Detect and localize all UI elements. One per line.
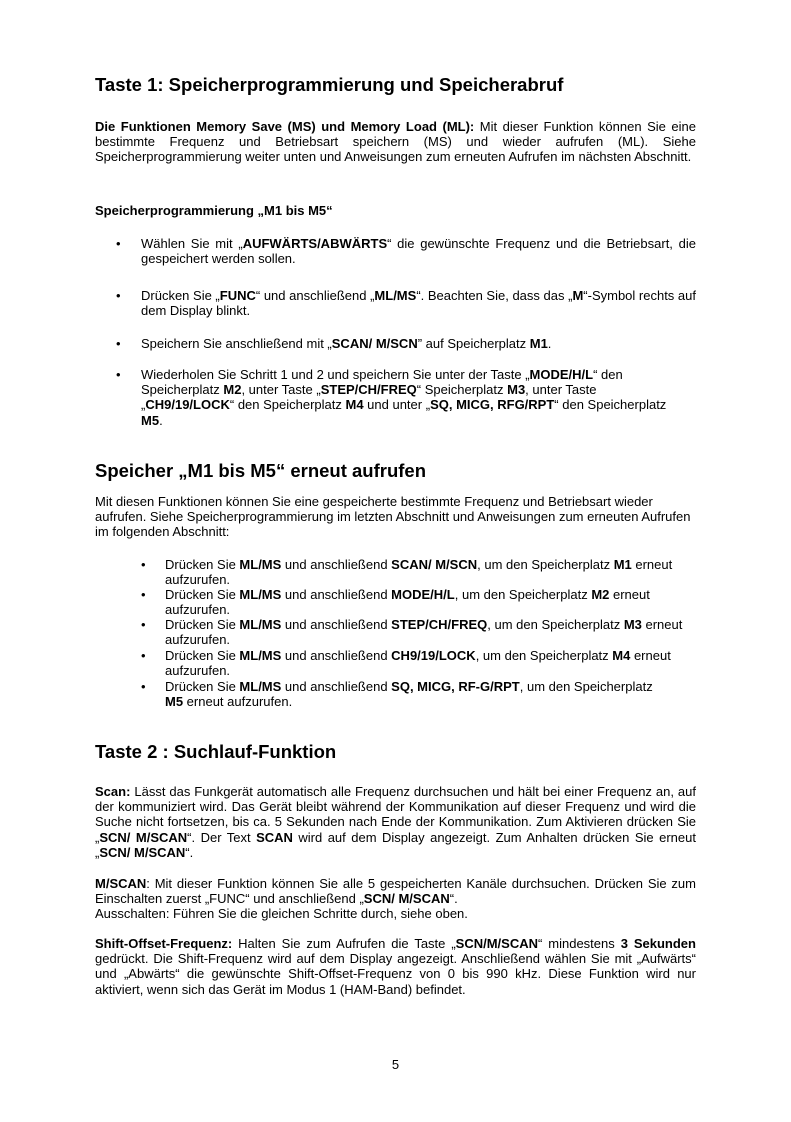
bold-term: ML/MS — [239, 557, 282, 572]
bold-term: AUFWÄRTS/ABWÄRTS — [242, 236, 388, 251]
bold-term: 3 Sekunden — [620, 936, 696, 951]
bullet: • — [116, 336, 121, 351]
bold-term: SCN/ M/SCAN — [363, 891, 450, 907]
bold-term: M5 — [165, 694, 184, 710]
heading-taste-2: Taste 2 : Suchlauf-Funktion — [95, 741, 337, 762]
bold-term: SQ, MICG, RF-G/RPT — [391, 679, 520, 694]
bold-term: M3 — [507, 382, 526, 398]
step-item: Speichern Sie anschließend mit „SCAN/ M/SCN” auf Speicherplatz M1. — [141, 336, 552, 351]
bold-term: Scan: — [95, 784, 131, 799]
bold-term: SCN/ M/SCAN — [99, 844, 186, 860]
bold-term: SCAN/ M/SCN — [391, 557, 478, 572]
heading-taste-1: Taste 1: Speicherprogrammierung und Speicherabruf — [95, 74, 564, 95]
bullet: • — [141, 679, 146, 694]
recall-item: Drücken Sie ML/MS und anschließend CH9/19/LOCK, um den Speicherplatz M4 erneut aufzurufen. — [165, 648, 671, 679]
shift-offset-paragraph: Shift-Offset-Frequenz: Halten Sie zum Aufrufen die Taste „SCN/M/SCAN“ mindestens 3 Sekunden gedrückt. Die Shift-Frequenz wird auf dem Display angezeigt. Anschließend wählen Sie mit „Aufwärts“ und „Abwärts“ die gewünschte Shift-Offset-Frequenz von 0 bis 990 kHz. Diese Funktion wird nur aktiviert, wenn sich das Gerät im Modus 1 (HAM-Band) befindet. — [95, 936, 696, 997]
bold-term: ML/MS — [239, 587, 282, 602]
recall-item: Drücken Sie ML/MS und anschließend STEP/CH/FREQ, um den Speicherplatz M3 erneut aufzurufen. — [165, 617, 683, 648]
bullet: • — [116, 236, 121, 251]
mscan-paragraph: M/SCAN: Mit dieser Funktion können Sie alle 5 gespeicherten Kanäle durchsuchen. Drücken Sie zum Einschalten zuerst „FUNC“ und anschließend „SCN/ M/SCAN“. Ausschalten: Führen Sie die gleichen Schritte durch, siehe oben. — [95, 876, 696, 922]
bold-term: ML/MS — [239, 648, 282, 663]
step-item: Wiederholen Sie Schritt 1 und 2 und speichern Sie unter der Taste „MODE/H/L“ den Speicherplatz M2, unter Taste „STEP/CH/FREQ“ Speicherplatz M3, unter Taste „CH9/19/LOCK“ den Speicherplatz M4 und unter „SQ, MICG, RFG/RPT“ den Speicherplatz M5. — [141, 367, 667, 428]
recall-item: Drücken Sie ML/MS und anschließend SQ, MICG, RF-G/RPT, um den Speicherplatz M5 erneut aufzurufen. — [165, 679, 653, 710]
page-number: 5 — [391, 1057, 400, 1072]
heading-recall: Speicher „M1 bis M5“ erneut aufrufen — [95, 460, 427, 481]
bold-term: ML/MS — [374, 288, 417, 303]
recall-intro: Mit diesen Funktionen können Sie eine gespeicherte bestimmte Frequenz und Betriebsart wieder aufrufen. Siehe Speicherprogrammierung im letzten Abschnitt und Anweisungen zum erneuten Aufrufen im folgenden Abschnitt: — [95, 494, 691, 540]
bullet: • — [141, 617, 146, 632]
bullet: • — [116, 367, 121, 382]
bullet: • — [116, 288, 121, 303]
bold-term: M2 — [223, 382, 242, 398]
bold-term: M4 — [612, 648, 631, 663]
recall-item: Drücken Sie ML/MS und anschließend MODE/H/L, um den Speicherplatz M2 erneut aufzurufen. — [165, 587, 650, 618]
bold-term: STEP/CH/FREQ — [391, 617, 488, 632]
bold-term: M3 — [623, 617, 642, 632]
subheading-programming: Speicherprogrammierung „M1 bis M5“ — [95, 203, 333, 218]
bold-term: SCN/ M/SCAN — [99, 829, 188, 845]
bold-term: CH9/19/LOCK — [391, 648, 476, 663]
bullet: • — [141, 648, 146, 663]
bold-term: ML/MS — [239, 679, 282, 694]
intro-text: Mit dieser Funktion können Sie eine bestimmte Frequenz und Betriebsart speichern (MS) und wieder aufrufen (ML). Siehe Speicherprogrammierung weiter unten und Anweisungen zum erneuten Aufrufen im nächsten Abschnitt. — [95, 119, 696, 165]
bold-term: M/SCAN — [95, 876, 147, 891]
bold-term: M2 — [591, 587, 610, 602]
recall-item: Drücken Sie ML/MS und anschließend SCAN/ M/SCN, um den Speicherplatz M1 erneut aufzurufen. — [165, 557, 673, 588]
bold-term: SCAN — [256, 829, 293, 845]
bold-term: ML/MS — [239, 617, 282, 632]
bold-term: MODE/H/L — [391, 587, 455, 602]
bold-term: M5 — [141, 412, 160, 428]
bold-term: M — [572, 288, 584, 303]
bold-term: FUNC — [219, 288, 256, 303]
bold-term: STEP/CH/FREQ — [320, 382, 417, 398]
bold-term: Shift-Offset-Frequenz: — [95, 936, 233, 951]
bold-term: MODE/H/L — [529, 367, 594, 382]
step-item: Drücken Sie „FUNC“ und anschließend „ML/MS“. Beachten Sie, dass das „M“-Symbol rechts auf dem Display blinkt. — [141, 288, 696, 319]
bold-term: M1 — [613, 557, 632, 572]
intro-lead: Die Funktionen Memory Save (MS) und Memory Load (ML): — [95, 119, 475, 134]
bullet: • — [141, 587, 146, 602]
bold-term: M1 — [529, 336, 548, 351]
step-item: Wählen Sie mit „AUFWÄRTS/ABWÄRTS“ die gewünschte Frequenz und die Betriebsart, die gespeichert werden sollen. — [141, 236, 696, 267]
bold-term: SCN/M/SCAN — [455, 936, 538, 951]
bold-term: CH9/19/LOCK — [145, 397, 230, 413]
intro-paragraph — [95, 119, 696, 165]
bold-term: SCAN/ M/SCN — [331, 336, 418, 351]
bullet: • — [141, 557, 146, 572]
bold-term: M4 — [345, 397, 364, 413]
scan-paragraph: Scan: Lässt das Funkgerät automatisch alle Frequenz durchsuchen und hält bei einer Frequenz an, auf der kommuniziert wird. Das Gerät bleibt während der Kommunikation auf dieser Frequenz und wird die Suche nicht fortsetzen, bis ca. 5 Sekunden nach Ende der Kommunikation. Zum Aktivieren drücken Sie „SCN/ M/SCAN“. Der Text SCAN wird auf dem Display angezeigt. Zum Anhalten drücken Sie erneut „SCN/ M/SCAN“. — [95, 784, 696, 860]
bold-term: SQ, MICG, RFG/RPT — [430, 397, 555, 413]
